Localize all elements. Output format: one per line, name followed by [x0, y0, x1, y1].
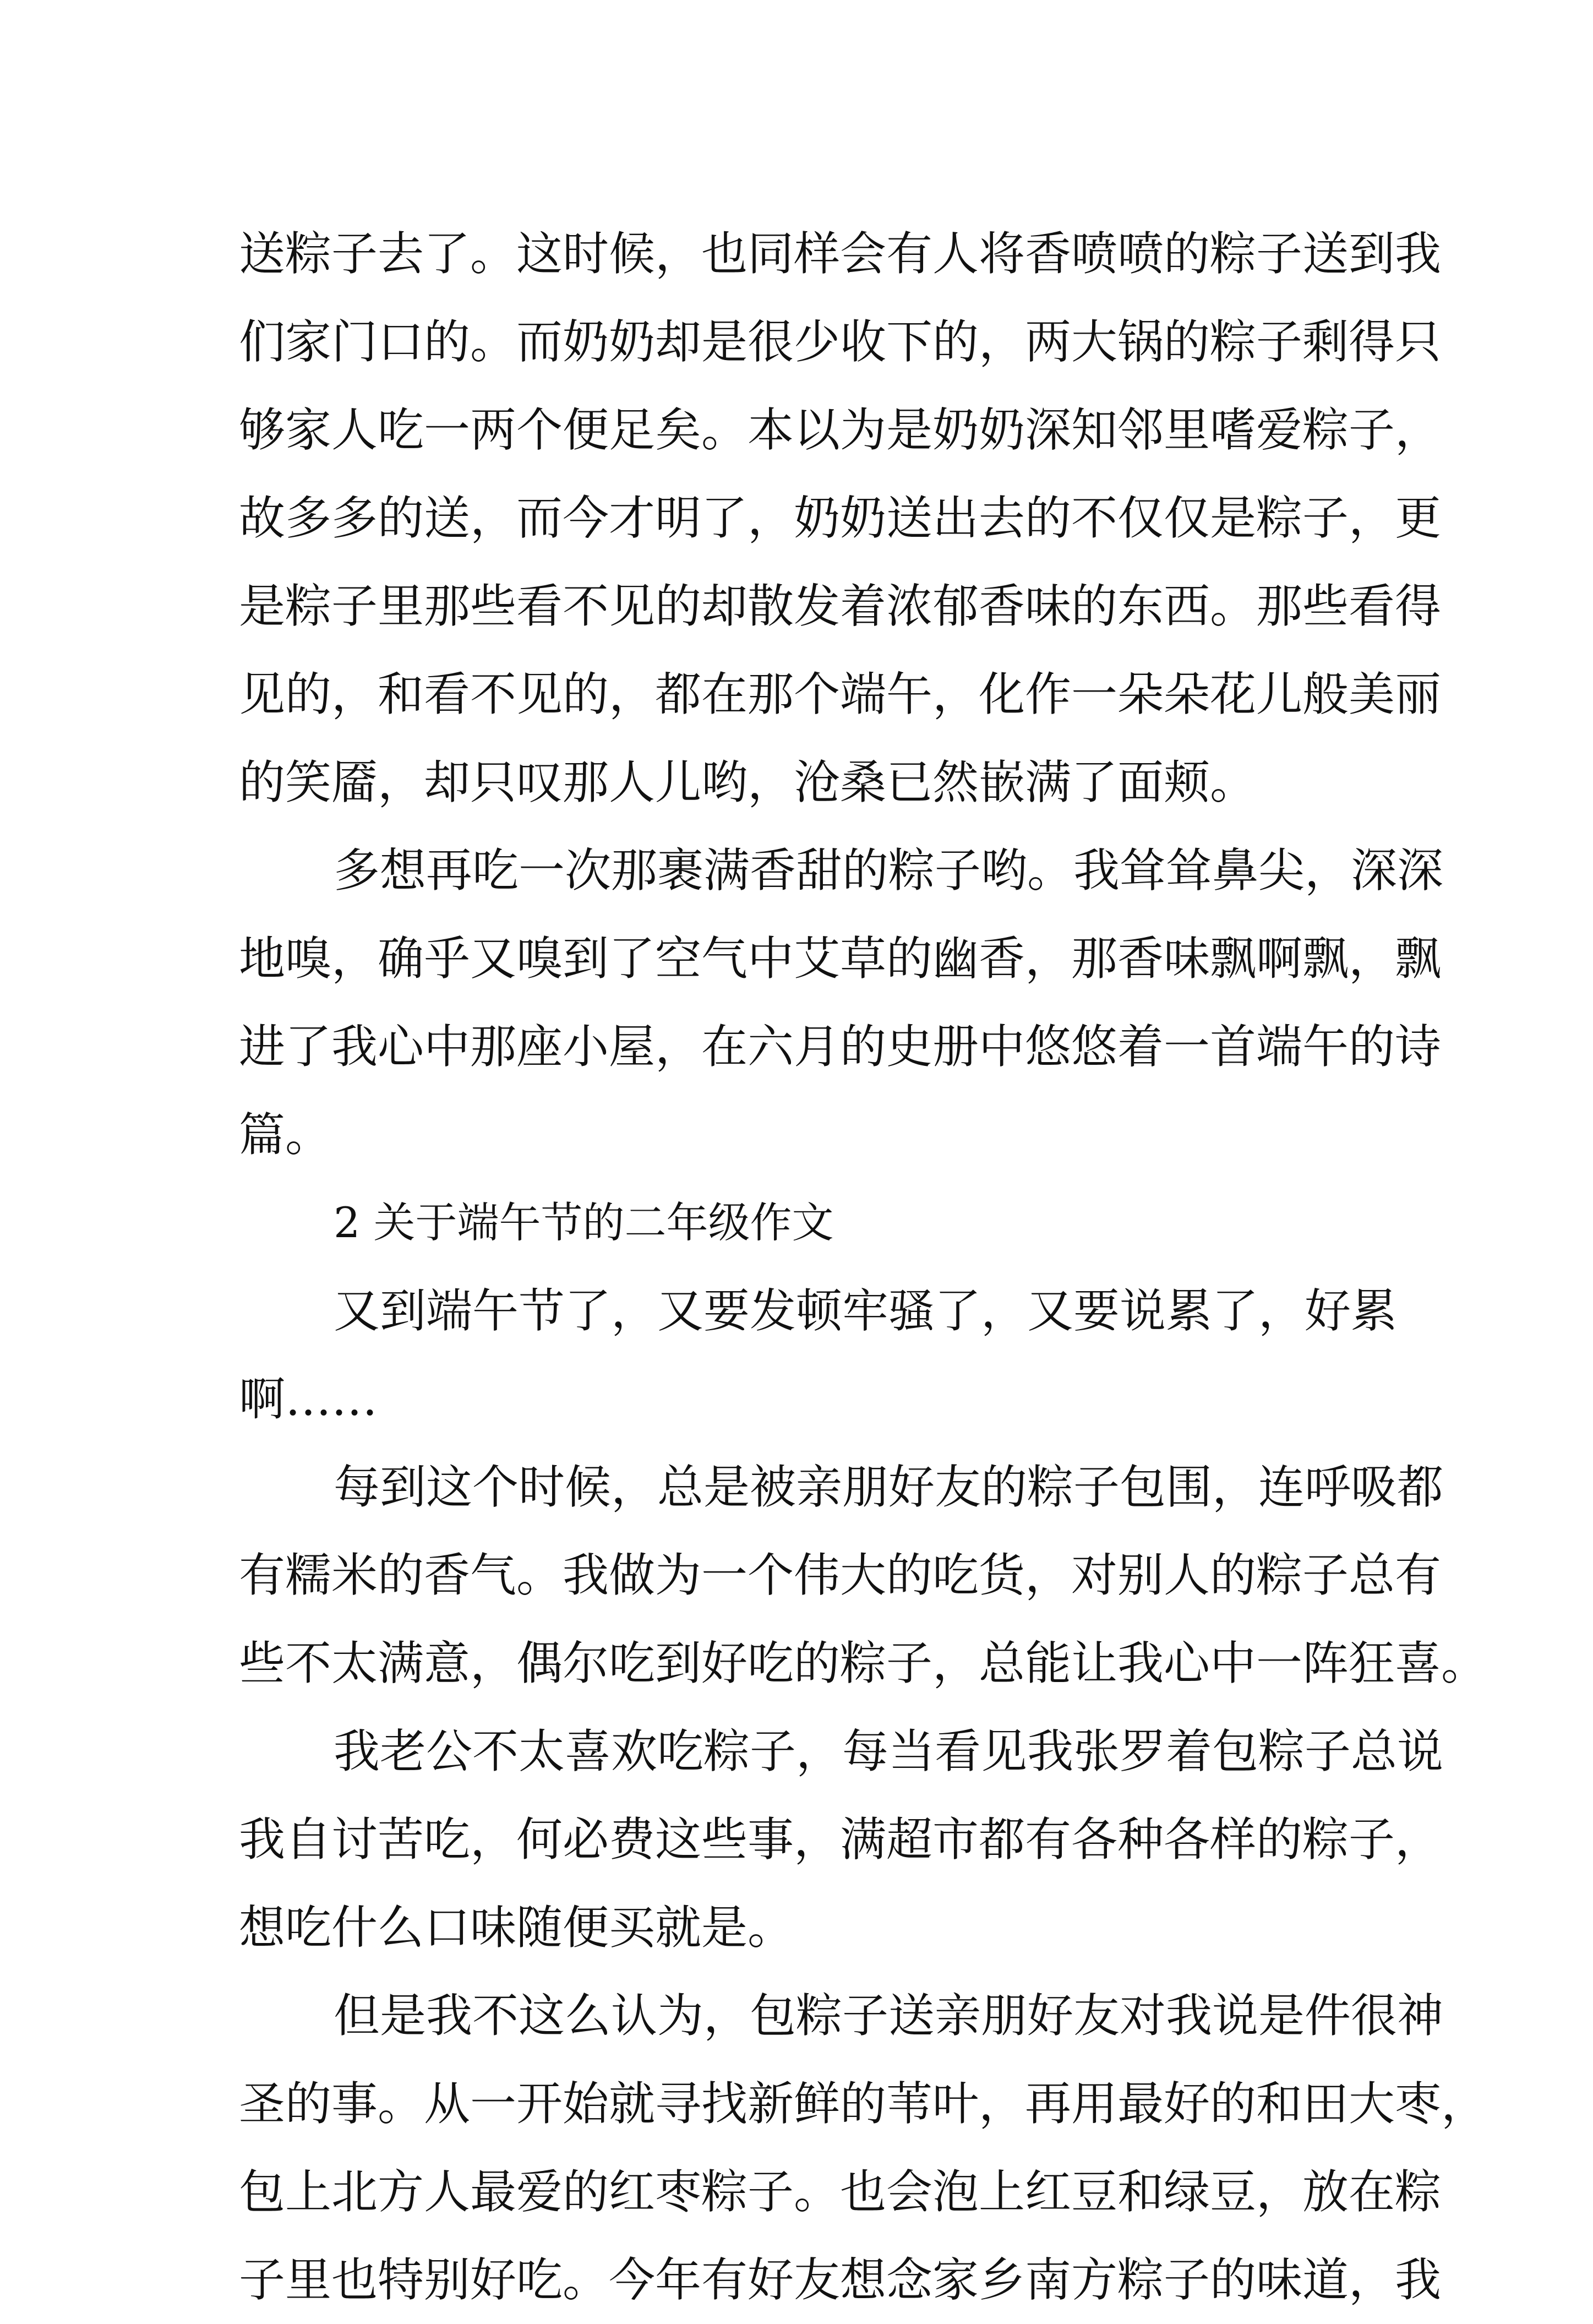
- section-heading: 2 关于端午节的二年级作文: [334, 1198, 834, 1247]
- paragraph-start-line: 每到这个时候，总是被亲朋好友的粽子包围，连呼吸都: [334, 1460, 1444, 1514]
- text-line: 故多多的送，而今才明了，奶奶送出去的不仅仅是粽子，更: [239, 491, 1442, 545]
- text-line: 是粽子里那些看不见的却散发着浓郁香味的东西。那些看得: [239, 579, 1442, 633]
- text-line: 啊……: [239, 1372, 378, 1426]
- text-line: 有糯米的香气。我做为一个伟大的吃货，对别人的粽子总有: [239, 1548, 1442, 1602]
- text-line: 圣的事。从一开始就寻找新鲜的苇叶，再用最好的和田大枣，: [239, 2077, 1488, 2131]
- text-line: 子里也特别好吃。今年有好友想念家乡南方粽子的味道，我: [239, 2253, 1442, 2307]
- text-line: 地嗅，确乎又嗅到了空气中艾草的幽香，那香味飘啊飘，飘: [239, 932, 1442, 986]
- text-line: 送粽子去了。这时候，也同样会有人将香喷喷的粽子送到我: [239, 227, 1442, 281]
- paragraph-start-line: 又到端午节了，又要发顿牢骚了，又要说累了，好累: [334, 1284, 1398, 1338]
- paragraph-start-line: 多想再吃一次那裹满香甜的粽子哟。我耸耸鼻尖，深深: [334, 843, 1444, 897]
- text-line: 的笑靥，却只叹那人儿哟，沧桑已然嵌满了面颊。: [239, 755, 1257, 809]
- text-line: 见的，和看不见的，都在那个端午，化作一朵朵花儿般美丽: [239, 667, 1442, 721]
- text-line: 们家门口的。而奶奶却是很少收下的，两大锅的粽子剩得只: [239, 315, 1442, 369]
- text-line: 想吃什么口味随便买就是。: [239, 1901, 794, 1955]
- text-line: 够家人吃一两个便足矣。本以为是奶奶深知邻里嗜爱粽子，: [239, 403, 1442, 457]
- document-body: [239, 210, 1488, 2324]
- paragraph-start-line: 但是我不这么认为，包粽子送亲朋好友对我说是件很神: [334, 1989, 1444, 2043]
- text-line: 些不太满意，偶尔吃到好吃的粽子，总能让我心中一阵狂喜。: [239, 1636, 1488, 1690]
- paragraph-start-line: 我老公不太喜欢吃粽子，每当看见我张罗着包粽子总说: [334, 1724, 1444, 1778]
- text-line: 包上北方人最爱的红枣粽子。也会泡上红豆和绿豆，放在粽: [239, 2165, 1442, 2219]
- text-line: 篇。: [239, 1108, 332, 1162]
- text-line: 进了我心中那座小屋，在六月的史册中悠悠着一首端午的诗: [239, 1020, 1442, 1074]
- text-line: 我自讨苦吃，何必费这些事，满超市都有各种各样的粽子，: [239, 1813, 1442, 1866]
